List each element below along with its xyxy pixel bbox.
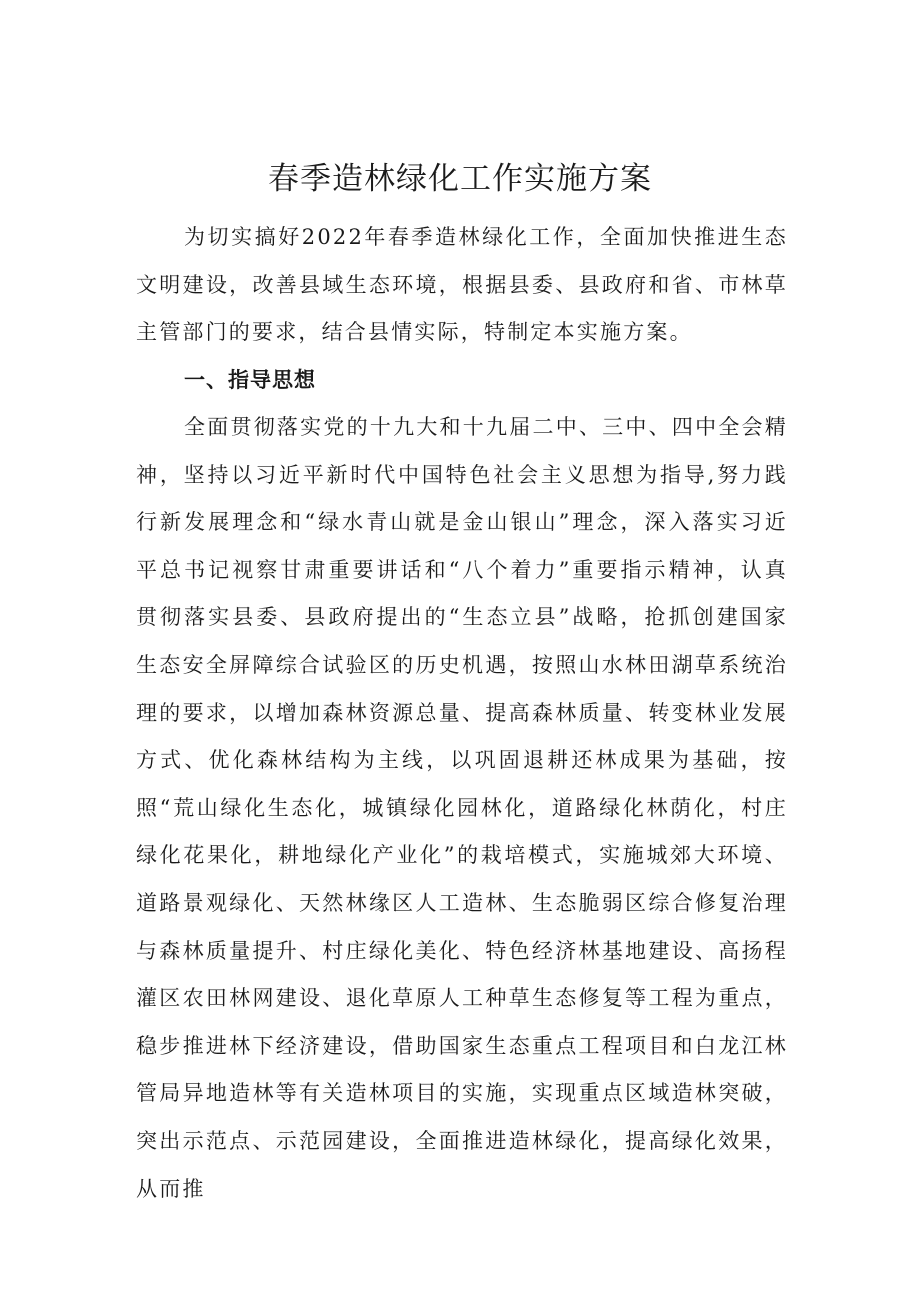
document-title: 春季造林绿化工作实施方案 bbox=[268, 160, 652, 197]
section-heading-guiding-ideology: 一、指导思想 bbox=[184, 368, 316, 392]
intro-paragraph: 为切实搞好2022年春季造林绿化工作，全面加快推进生态文明建设，改善县域生态环境，根据县委、县政府和省、市林草主管部门的要求，结合县情实际，特制定本实施方案。 bbox=[136, 225, 788, 345]
guiding-ideology-paragraph: 全面贯彻落实党的十九大和十九届二中、三中、四中全会精神，坚持以习近平新时代中国特色社会主义思想为指导,努力践行新发展理念和“绿水青山就是金山银山”理念，深入落实习近平总书记视察甘肃重要讲话和“八个着力”重要指示精神，认真贯彻落实县委、县政府提出的“生态立县”战略，抢抓创建国家生态安全屏障综合试验区的历史机遇，按照山水林田湖草系统治理的要求，以增加森林资源总量、提高森林质量、转变林业发展方式、优化森林结构为主线，以巩固退耕还林成果为基础，按照“荒山绿化生态化，城镇绿化园林化，道路绿化林荫化，村庄绿化花果化，耕地绿化产业化”的栽培模式，实施城郊大环境、道路景观绿化、天然林缘区人工造林、生态脆弱区综合修复治理与森林质量提升、村庄绿化美化、特色经济林基地建设、高扬程灌区农田林网建设、退化草原人工种草生态修复等工程为重点，稳步推进林下经济建设，借助国家生态重点工程项目和白龙江林管局异地造林等有关造林项目的实施，实现重点区域造林突破，突出示范点、示范园建设，全面推进造林绿化，提高绿化效果，从而推 bbox=[136, 415, 788, 1201]
intro-section bbox=[136, 214, 788, 357]
guiding-ideology-section bbox=[136, 404, 788, 1213]
